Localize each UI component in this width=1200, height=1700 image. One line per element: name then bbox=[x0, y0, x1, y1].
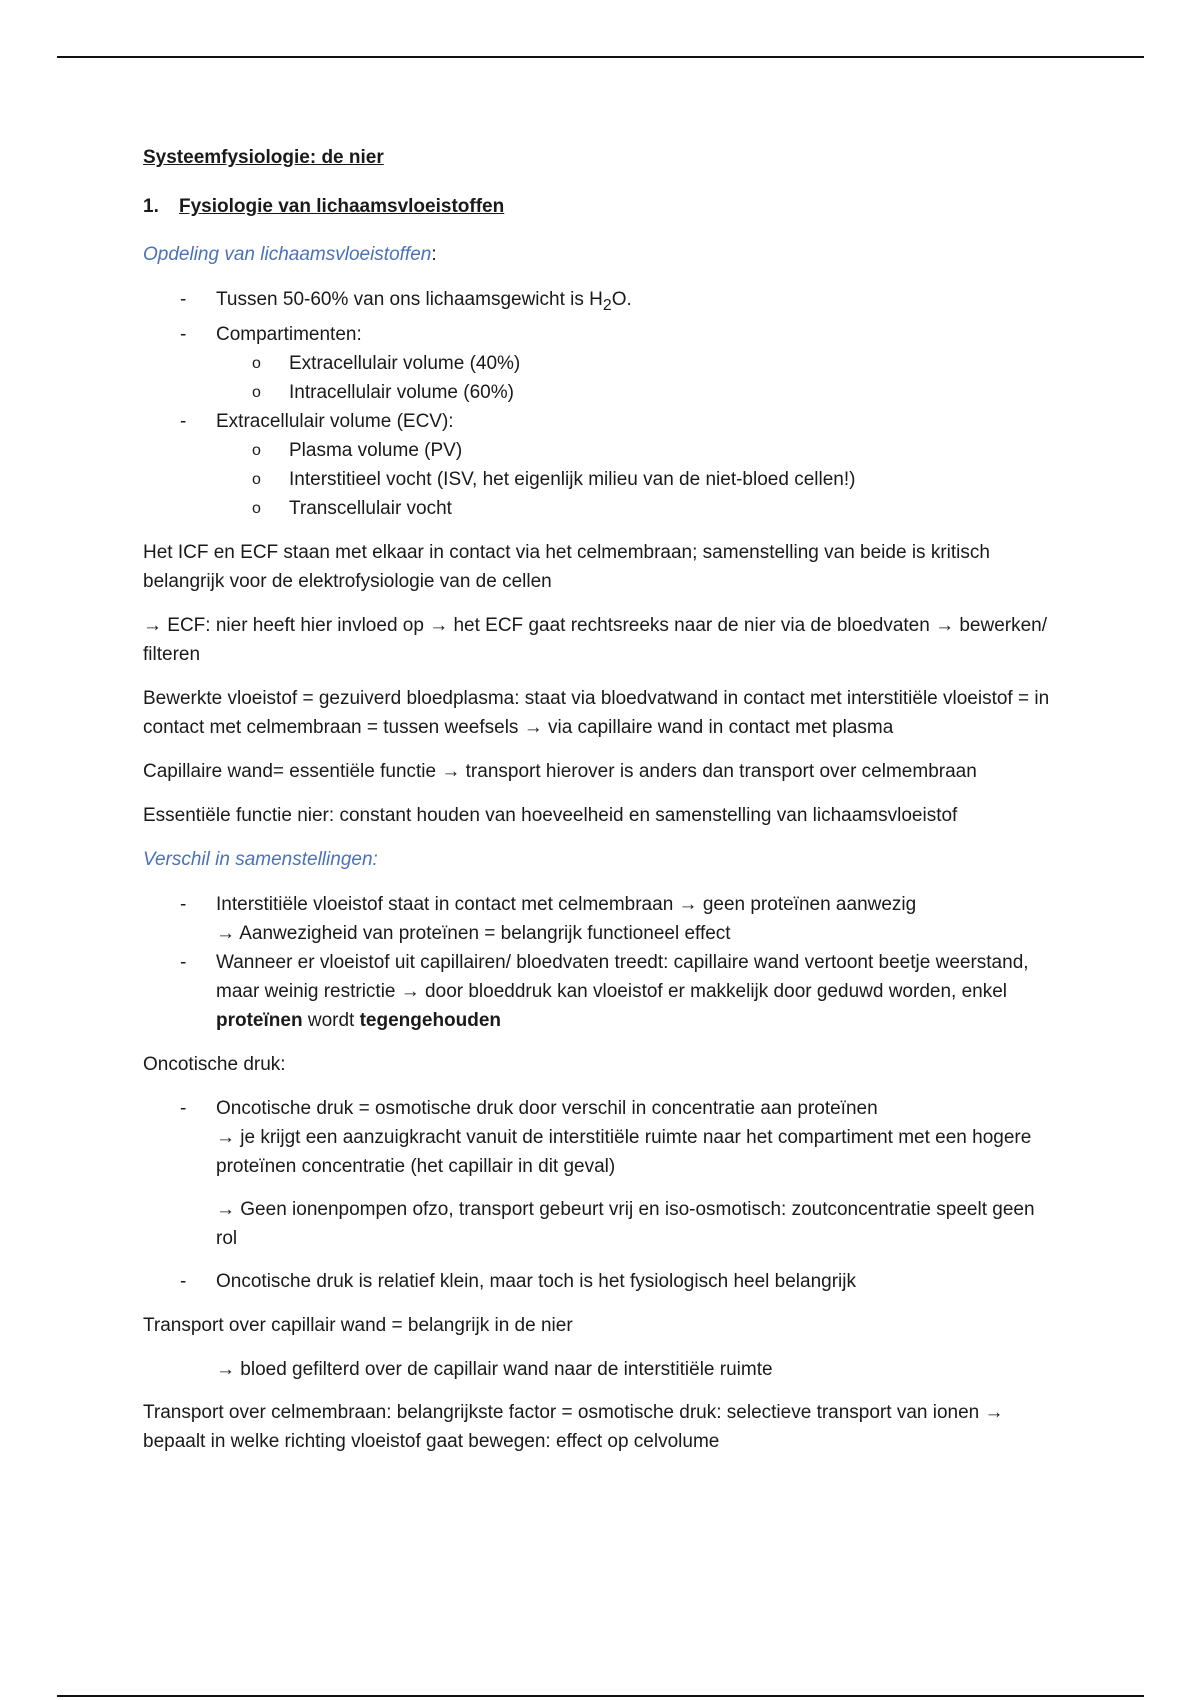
paragraph: Transport over capillair wand = belangrijk in de nier bbox=[143, 1314, 573, 1336]
paragraph: Transport over celmembraan: belangrijkste factor = osmotische druk: selectieve transport van ionen → bepaalt in welke richting vloeistof gaat bewegen: effect op celvolume bbox=[143, 1401, 1004, 1452]
bullet-text: Extracellulair volume (ECV): bbox=[216, 410, 454, 432]
list-item: - Oncotische druk is relatief klein, maar toch is het fysiologisch heel belangrijk bbox=[216, 1267, 1053, 1296]
bullet-text: - Interstitiële vloeistof staat in contact met celmembraan → geen proteïnen aanwezig bbox=[216, 893, 917, 915]
sub-list-item: o Intracellulair volume (60%) bbox=[289, 378, 1053, 407]
footer-rule bbox=[57, 1695, 1144, 1697]
list-item bbox=[216, 285, 1053, 320]
subscript: 2 bbox=[602, 296, 612, 314]
paragraph: Essentiële functie nier: constant houden van hoeveelheid en samenstelling van lichaamsvloeistof bbox=[143, 804, 958, 826]
sub-list-item: o Extracellulair volume (40%) bbox=[289, 349, 1053, 378]
list-item bbox=[216, 320, 1053, 407]
sub-list bbox=[216, 349, 1053, 407]
bold-text: proteïnen bbox=[216, 1009, 303, 1031]
bullet-text: Compartimenten: bbox=[216, 323, 362, 345]
bullet-text: - Oncotische druk = osmotische druk door verschil in concentratie aan proteïnen bbox=[216, 1097, 878, 1119]
sub-list-item: o Plasma volume (PV) bbox=[289, 436, 1053, 465]
list-item bbox=[216, 948, 1053, 1035]
list-item bbox=[216, 407, 1053, 523]
document-body bbox=[143, 143, 1053, 1471]
sub-list-item: o Transcellulair vocht bbox=[289, 494, 1053, 523]
bullet-text-continued: → je krijgt een aanzuigkracht vanuit de interstitiële ruimte naar het compartiment met een hogere proteïnen concentratie (het capillair in dit geval) bbox=[216, 1126, 1032, 1177]
paragraph: → ECF: nier heeft hier invloed op → het ECF gaat rechtsreeks naar de nier via de bloedvaten → bewerken/ filteren bbox=[143, 614, 1048, 665]
document-title: Systeemfysiologie: de nier bbox=[143, 147, 384, 168]
header-rule bbox=[57, 56, 1144, 58]
bullet-text-continued: → Geen ionenpompen ofzo, transport gebeurt vrij en iso-osmotisch: zoutconcentratie speelt geen rol bbox=[216, 1198, 1035, 1249]
sub-list bbox=[216, 436, 1053, 523]
bullet-text-end: O. bbox=[611, 289, 632, 310]
subtitle-colon: : bbox=[431, 244, 437, 265]
paragraph: Bewerkte vloeistof = gezuiverd bloedplasma: staat via bloedvatwand in contact met interstitiële vloeistof = in contact met celmembraan = tussen weefsels → via capillaire wand in contact met plasma bbox=[143, 687, 1050, 738]
sub-list-item: o Interstitieel vocht (ISV, het eigenlijk milieu van de niet-bloed cellen!) bbox=[289, 465, 1053, 494]
heading-number: 1. bbox=[143, 196, 159, 217]
list-item bbox=[216, 1094, 1053, 1253]
bullet-text-mid: wordt bbox=[302, 1009, 360, 1031]
oncotic-label: Oncotische druk: bbox=[143, 1053, 286, 1075]
bullet-text: Tussen 50-60% van ons lichaamsgewicht is H bbox=[216, 289, 603, 310]
indented-paragraph: → bloed gefilterd over de capillair wand naar de interstitiële ruimte bbox=[216, 1358, 773, 1380]
heading-text: Fysiologie van lichaamsvloeistoffen bbox=[179, 196, 505, 217]
subtitle-opdeling-text: Opdeling van lichaamsvloeistoffen bbox=[143, 244, 432, 265]
bold-text: tegengehouden bbox=[359, 1009, 502, 1031]
paragraph: Het ICF en ECF staan met elkaar in contact via het celmembraan; samenstelling van beide is kritisch belangrijk voor de elektrofysiologie van de cellen bbox=[143, 541, 990, 592]
paragraph: Capillaire wand= essentiële functie → transport hierover is anders dan transport over celmembraan bbox=[143, 760, 977, 782]
bullet-list-verschil bbox=[143, 890, 1053, 1035]
bullet-text-continued: → Aanwezigheid van proteïnen = belangrijk functioneel effect bbox=[216, 922, 731, 944]
subtitle-opdeling bbox=[143, 240, 1053, 269]
bullet-list-opdeling bbox=[143, 285, 1053, 523]
section-heading bbox=[143, 192, 1053, 221]
list-item bbox=[216, 890, 1053, 948]
subtitle-verschil: Verschil in samenstellingen: bbox=[143, 848, 378, 870]
bullet-text: Wanneer er vloeistof uit capillairen/ bloedvaten treedt: capillaire wand vertoont beetje weerstand, maar weinig restrictie → door bloeddruk kan vloeistof er makkelijk door geduwd worden, enkel bbox=[216, 951, 1029, 1002]
bullet-list-oncotisch bbox=[143, 1094, 1053, 1296]
